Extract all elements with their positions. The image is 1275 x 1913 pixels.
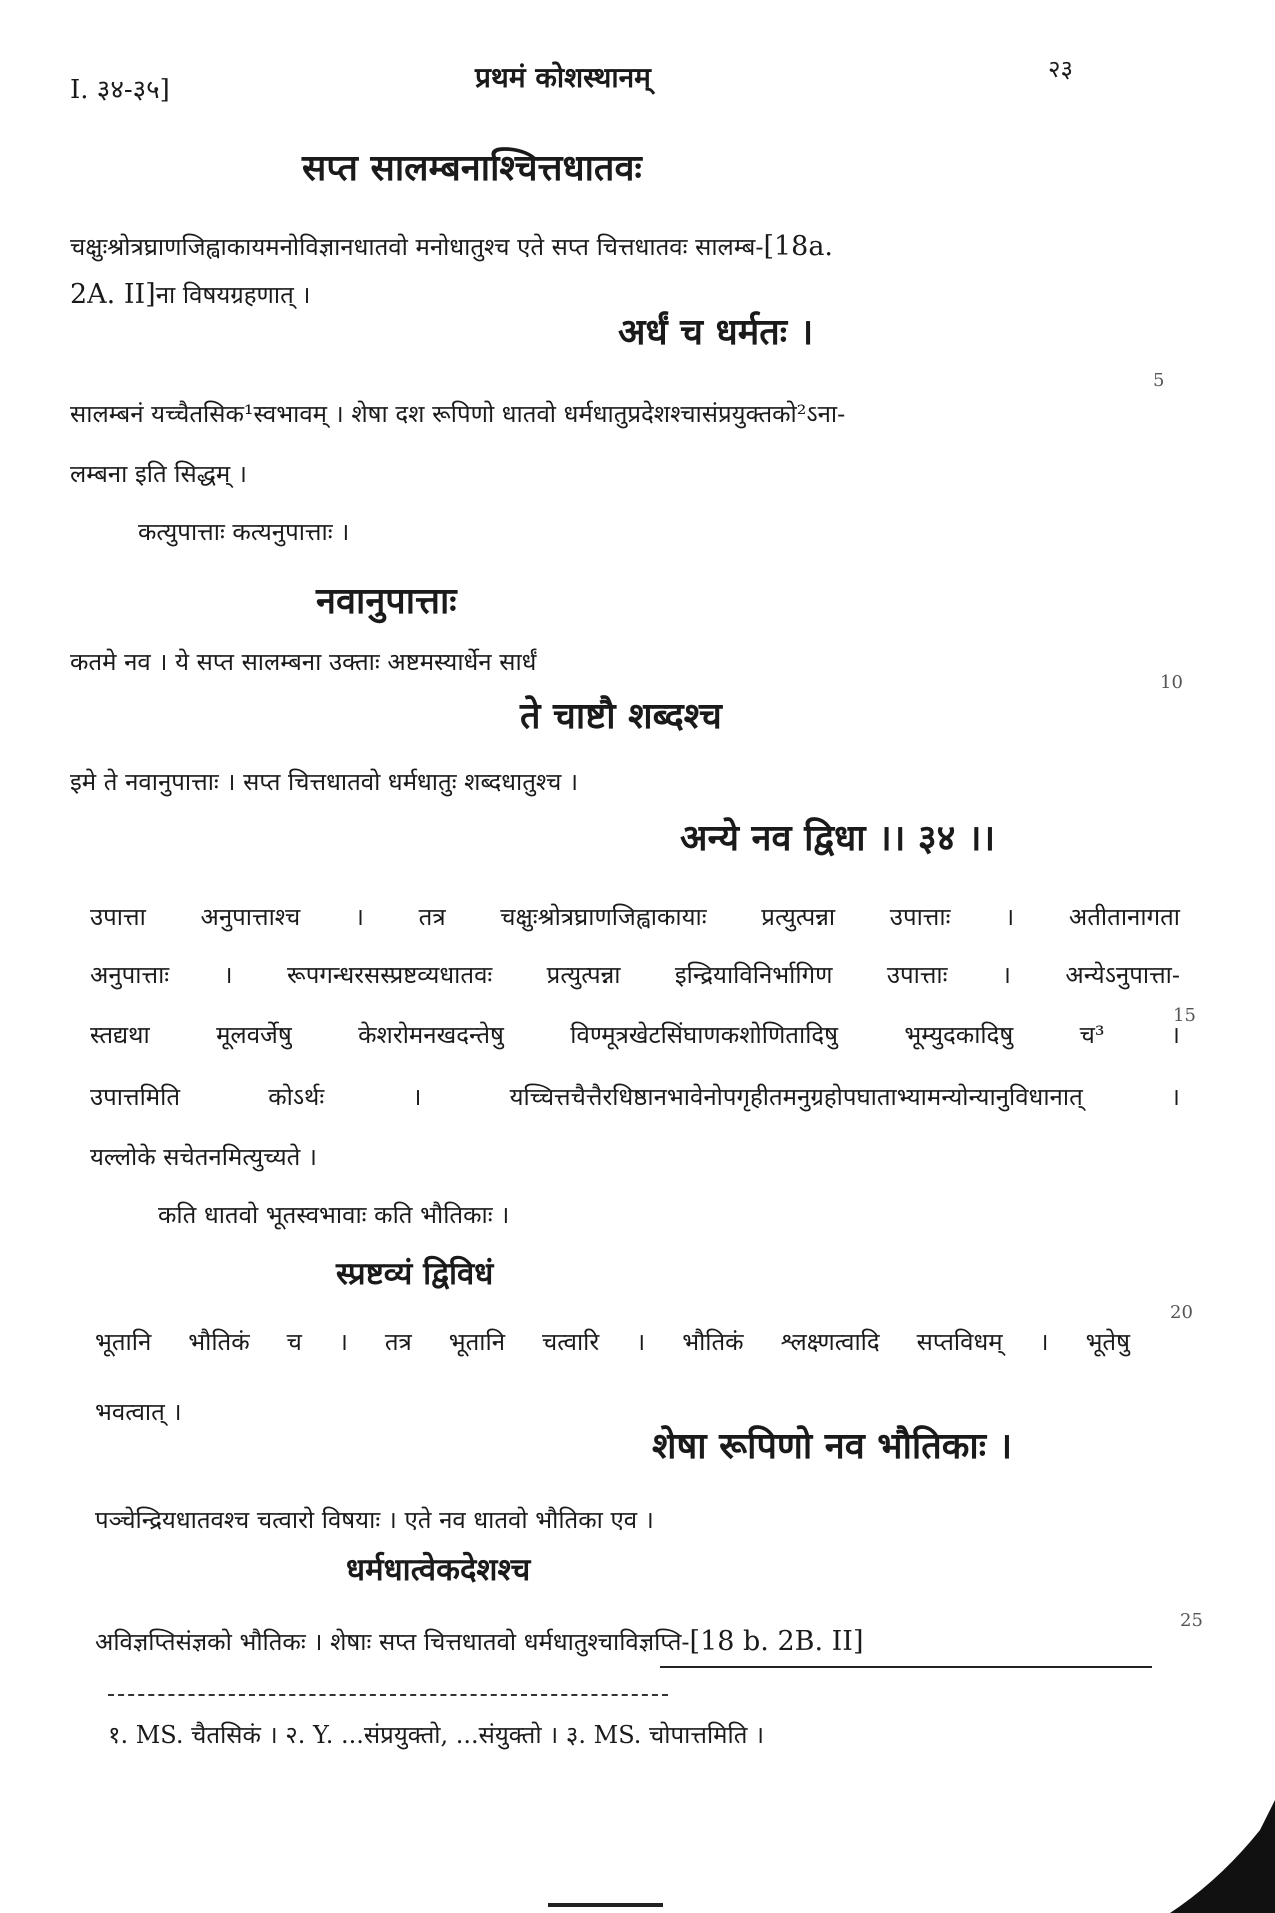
commentary-line: उपात्तमिति कोऽर्थः । यच्चित्तचैत्तैरधिष्ठानभावेनोपगृहीतमनुग्रहोपघाताभ्यामन्योन्यानुविधानात् । [90, 1083, 1180, 1111]
scan-artifact-line [548, 1903, 663, 1907]
commentary-line: सालम्बनं यच्चैतसिक¹स्वभावम् । शेषा दश रूपिणो धातवो धर्मधातुप्रदेशश्चासंप्रयुक्तको²ऽना- [70, 400, 846, 428]
commentary-text: चक्षुःश्रोत्रघ्राणजिह्वाकायमनोविज्ञानधातवो मनोधातुश्च एते सप्त चित्तधातवः सालम्ब- [70, 233, 764, 261]
verse-heading-2: अर्धं च धर्मतः । [618, 311, 814, 353]
commentary-line [95, 1625, 864, 1658]
footnote-rule [660, 1666, 1152, 1668]
verse-heading-1: सप्त सालम्बनाश्चित्तधातवः [302, 147, 642, 189]
verse-heading-5: अन्ये नव द्विधा ।। ३४ ।। [680, 817, 996, 859]
commentary-line [70, 278, 311, 311]
verse-heading-7: शेषा रूपिणो नव भौतिकाः । [652, 1425, 1013, 1467]
question-line: कति धातवो भूतस्वभावाः कति भौतिकाः । [158, 1201, 510, 1229]
commentary-line: भवत्वात् । [95, 1398, 182, 1426]
question-line: कत्युपात्ताः कत्यनुपात्ताः । [138, 518, 350, 546]
header-title: प्रथमं कोशस्थानम् [475, 61, 651, 94]
commentary-line: लम्बना इति सिद्धम् । [70, 460, 247, 488]
margin-line-number: 15 [1173, 1005, 1196, 1026]
commentary-line: अनुपात्ताः । रूपगन्धरसस्प्रष्टव्यधातवः प्रत्युत्पन्ना इन्द्रियाविनिर्भागिण उपात्ताः । अन्येऽनुपात्ता- [90, 961, 1180, 989]
manuscript-folio-ref: 2A. II] [70, 279, 156, 310]
commentary-line [70, 230, 833, 263]
footnotes: १. MS. चैतसिकं । २. Y. ...संप्रयुक्तो, ...संयुक्तो । ३. MS. चोपात्तमिति । [108, 1721, 765, 1749]
commentary-line: कतमे नव । ये सप्त सालम्बना उक्ताः अष्टमस्यार्धेन सार्धं [70, 648, 537, 676]
verse-heading-8: धर्मधात्वेकदेशश्च [346, 1552, 531, 1588]
margin-line-number: 5 [1153, 370, 1165, 391]
manuscript-folio-ref: [18 b. 2B. II] [689, 1626, 864, 1657]
page-number: २३ [1048, 55, 1073, 83]
footnote-dashed-rule [108, 1694, 668, 1696]
commentary-line: स्तद्यथा मूलवर्जेषु केशरोमनखदन्तेषु विण्मूत्रखेटसिंघाणकशोणितादिषु भूम्युदकादिषु च³ । [90, 1021, 1180, 1049]
commentary-line: इमे ते नवानुपात्ताः । सप्त चित्तधातवो धर्मधातुः शब्दधातुश्च । [70, 768, 579, 796]
commentary-text: अविज्ञप्तिसंज्ञको भौतिकः । शेषाः सप्त चित्तधातवो धर्मधातुश्चाविज्ञप्ति- [95, 1628, 690, 1656]
manuscript-folio-ref: [18a. [763, 231, 834, 262]
verse-heading-6: स्प्रष्टव्यं द्विविधं [336, 1256, 494, 1292]
margin-line-number: 25 [1180, 1610, 1203, 1631]
commentary-line: पञ्चेन्द्रियधातवश्च चत्वारो विषयाः । एते नव धातवो भौतिका एव । [95, 1506, 654, 1534]
verse-heading-3: नवानुपात्ताः [316, 580, 457, 622]
verse-heading-4: ते चाष्टौ शब्दश्च [520, 695, 722, 737]
commentary-line: भूतानि भौतिकं च । तत्र भूतानि चत्वारि । भौतिकं श्लक्ष्णत्वादि सप्तविधम् । भूतेषु [95, 1328, 1130, 1356]
scan-corner-shadow [1150, 1800, 1275, 1913]
commentary-text: ना विषयग्रहणात् । [155, 281, 311, 309]
header-section-ref: I. ३४-३५] [70, 75, 170, 105]
commentary-line: उपात्ता अनुपात्ताश्च । तत्र चक्षुःश्रोत्रघ्राणजिह्वाकायाः प्रत्युत्पन्ना उपात्ताः । अतीतानागता [90, 903, 1180, 931]
margin-line-number: 10 [1160, 672, 1183, 693]
margin-line-number: 20 [1170, 1302, 1193, 1323]
commentary-line: यल्लोके सचेतनमित्युच्यते । [90, 1143, 318, 1171]
